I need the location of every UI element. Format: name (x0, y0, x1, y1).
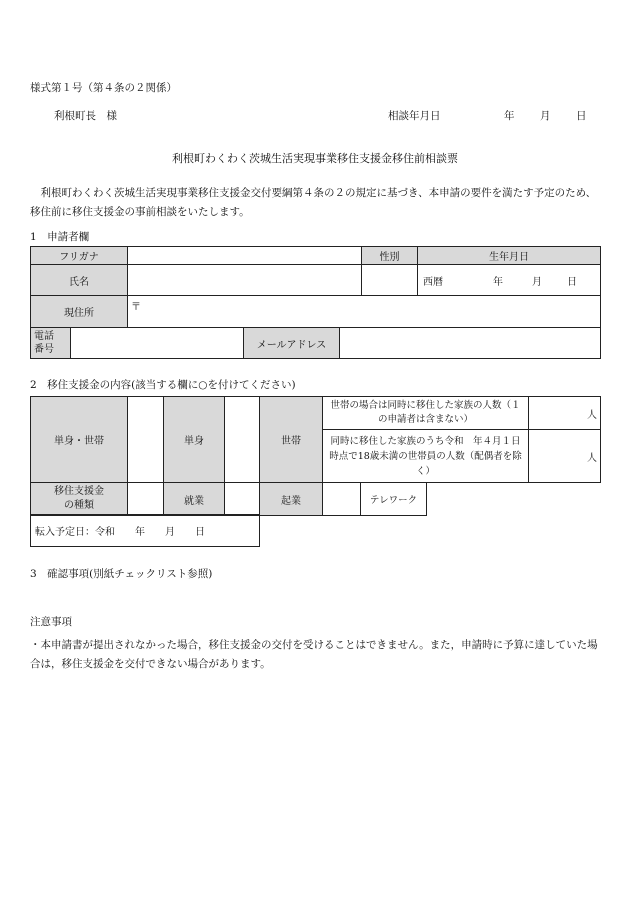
document-title: 利根町わくわく茨城生活実現事業移住支援金移住前相談票 (172, 152, 458, 165)
contact-table (30, 327, 601, 359)
phone-field[interactable] (71, 328, 244, 359)
single-household-label: 単身・世帯 (31, 397, 128, 483)
date-month-label: 月 (540, 110, 551, 122)
employment-circle-cell[interactable] (128, 483, 164, 516)
birth-year-label: 年 (493, 277, 503, 288)
family-count-field[interactable] (529, 397, 601, 430)
telework-circle-cell[interactable] (323, 483, 361, 516)
under18-count-label: 同時に移住した家族のうち令和 年４月１日時点で18歳未満の世帯員の人数（配偶者を除く） (323, 430, 529, 483)
household-label: 世帯 (260, 397, 323, 483)
employment-label: 就業 (164, 483, 225, 516)
household-circle-cell[interactable] (225, 397, 260, 483)
under18-count-field[interactable] (529, 430, 601, 483)
email-label: メールアドレス (244, 328, 340, 359)
name-label: 氏名 (31, 265, 128, 296)
family-count-unit: 人 (587, 409, 598, 421)
applicant-table (30, 246, 601, 328)
under18-count-unit: 人 (587, 452, 598, 464)
subsidy-content-table (30, 396, 601, 483)
subsidy-type-table (30, 482, 427, 516)
gender-label: 性別 (362, 247, 418, 265)
postal-mark: 〒 (131, 302, 141, 313)
subsidy-type-label: 移住支援金 の種類 (31, 483, 128, 516)
date-day-label: 日 (576, 110, 587, 122)
furigana-field[interactable] (128, 247, 362, 265)
date-year-label: 年 (504, 110, 515, 122)
birth-month-label: 月 (532, 277, 542, 288)
birthdate-field[interactable] (418, 265, 601, 296)
section1-heading: 1 申請者欄 (30, 231, 90, 243)
address-label: 現住所 (31, 296, 128, 328)
furigana-label: フリガナ (31, 247, 128, 265)
phone-label: 電話 番号 (31, 328, 71, 359)
family-count-label: 世帯の場合は同時に移住した家族の人数（１の申請者は含まない） (323, 397, 529, 430)
name-field[interactable] (128, 265, 362, 296)
notes-body: ・本申請書が提出されなかった場合，移住支援金の交付を受けることはできません。また，申請時に予算に達していた場合は，移住支援金を交付できない場合があります。 (30, 639, 598, 670)
notes-heading: 注意事項 (30, 616, 72, 628)
birth-day-label: 日 (567, 277, 577, 288)
section3-heading: 3 確認事項(別紙チェックリスト参照) (30, 568, 213, 580)
form-number: 様式第１号（第４条の２関係） (30, 82, 177, 94)
move-date-field[interactable]: 転入予定日：令和 年 月 日 (31, 515, 260, 547)
telework-label: テレワーク (361, 483, 427, 516)
addressee: 利根町長 様 (54, 110, 117, 122)
section2-heading: 2 移住支援金の内容(該当する欄に○を付けてください) (30, 379, 296, 391)
email-field[interactable] (340, 328, 601, 359)
intro-paragraph: 利根町わくわく茨城生活実現事業移住支援金交付要綱第４条の２の規定に基づき、本申請の要件を満たす予定のため、移住前に移住支援金の事前相談をいたします。 (30, 187, 597, 218)
address-field[interactable] (128, 296, 601, 328)
seireki-label: 西暦 (423, 277, 443, 288)
birthdate-label: 生年月日 (418, 247, 601, 265)
single-label: 単身 (164, 397, 225, 483)
startup-label: 起業 (260, 483, 323, 516)
gender-field[interactable] (362, 265, 418, 296)
consultation-date-label: 相談年月日 (388, 110, 441, 122)
startup-circle-cell[interactable] (225, 483, 260, 516)
single-circle-cell[interactable] (128, 397, 164, 483)
move-date-table (30, 514, 260, 547)
